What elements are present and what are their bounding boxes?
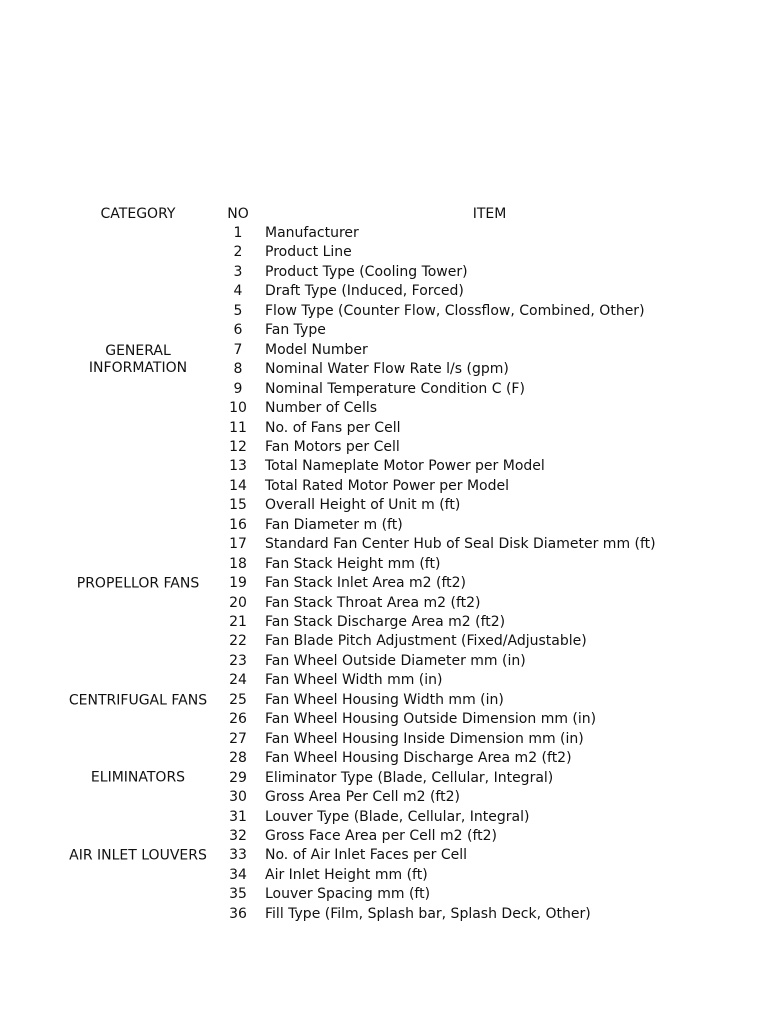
row-number: 22 bbox=[229, 633, 247, 650]
row-number: 1 bbox=[233, 225, 243, 241]
row-item: No. of Air Inlet Faces per Cell bbox=[265, 847, 468, 864]
row-item: Fan Motors per Cell bbox=[265, 438, 400, 455]
row-number: 21 bbox=[229, 614, 247, 630]
row-item: Fan Wheel Housing Width mm (in) bbox=[265, 691, 504, 708]
row-item: No. of Fans per Cell bbox=[265, 419, 401, 436]
row-item: Fan Wheel Width mm (in) bbox=[265, 672, 443, 689]
table-row bbox=[0, 477, 768, 496]
row-item: Gross Face Area per Cell m2 (ft2) bbox=[265, 827, 497, 844]
category-label: CENTRIFUGAL FANS bbox=[68, 692, 208, 709]
row-number: 30 bbox=[229, 789, 247, 806]
item-header: ITEM bbox=[472, 206, 507, 222]
row-number: 35 bbox=[229, 886, 247, 903]
category-label: PROPELLOR FANS bbox=[76, 575, 200, 592]
table-row bbox=[0, 671, 768, 690]
row-item: Fan Stack Inlet Area m2 (ft2) bbox=[265, 575, 466, 592]
table-row bbox=[0, 243, 768, 262]
row-number: 14 bbox=[229, 477, 247, 494]
row-item: Fan Stack Throat Area m2 (ft2) bbox=[265, 594, 481, 611]
row-item: Fan Blade Pitch Adjustment (Fixed/Adjustable) bbox=[265, 633, 587, 650]
table-row bbox=[0, 594, 768, 613]
row-number: 27 bbox=[229, 730, 247, 747]
table-row bbox=[0, 419, 768, 438]
row-number: 28 bbox=[229, 750, 247, 767]
table-row bbox=[0, 399, 768, 418]
row-item: Draft Type (Induced, Forced) bbox=[265, 283, 464, 300]
row-number: 4 bbox=[233, 283, 243, 300]
row-number: 32 bbox=[229, 827, 247, 844]
row-number: 2 bbox=[233, 244, 243, 261]
row-item: Nominal Water Flow Rate l/s (gpm) bbox=[265, 361, 509, 378]
row-item: Fan Wheel Housing Inside Dimension mm (in) bbox=[265, 730, 584, 747]
row-item: Fill Type (Film, Splash bar, Splash Deck, Other) bbox=[265, 905, 591, 922]
row-item: Louver Type (Blade, Cellular, Integral) bbox=[265, 808, 530, 825]
row-item: Fan Wheel Outside Diameter mm (in) bbox=[265, 652, 526, 669]
table-row bbox=[0, 321, 768, 340]
table-row bbox=[0, 516, 768, 535]
row-number: 24 bbox=[229, 672, 247, 689]
row-number: 16 bbox=[229, 516, 247, 533]
table-row bbox=[0, 535, 768, 554]
table-row bbox=[0, 652, 768, 671]
table-row bbox=[0, 224, 768, 243]
table-row bbox=[0, 282, 768, 301]
row-item: Gross Area Per Cell m2 (ft2) bbox=[265, 789, 460, 806]
table-row bbox=[0, 866, 768, 885]
row-number: 36 bbox=[229, 905, 247, 922]
table-row bbox=[0, 555, 768, 574]
row-item: Manufacturer bbox=[265, 225, 359, 241]
table-row bbox=[0, 380, 768, 399]
table-row bbox=[0, 302, 768, 321]
row-number: 23 bbox=[229, 652, 247, 669]
table-row bbox=[0, 457, 768, 476]
row-item: Total Rated Motor Power per Model bbox=[265, 477, 510, 494]
row-number: 5 bbox=[233, 302, 243, 319]
row-item: Number of Cells bbox=[265, 400, 378, 417]
row-item: Total Nameplate Motor Power per Model bbox=[265, 458, 545, 475]
row-item: Product Type (Cooling Tower) bbox=[265, 263, 468, 280]
row-item: Eliminator Type (Blade, Cellular, Integral) bbox=[265, 769, 554, 786]
table-row bbox=[0, 749, 768, 768]
row-item: Air Inlet Height mm (ft) bbox=[265, 866, 428, 883]
row-number: 18 bbox=[229, 555, 247, 572]
table-row bbox=[0, 496, 768, 515]
row-item: Fan Diameter m (ft) bbox=[265, 516, 403, 533]
row-item: Nominal Temperature Condition C (F) bbox=[265, 380, 525, 397]
row-number: 11 bbox=[229, 419, 247, 436]
row-number: 7 bbox=[233, 341, 243, 358]
category-label: GENERAL INFORMATION bbox=[88, 343, 188, 377]
table-row bbox=[0, 632, 768, 651]
row-number: 3 bbox=[233, 263, 243, 280]
table-row bbox=[0, 808, 768, 827]
table-row bbox=[0, 263, 768, 282]
row-number: 33 bbox=[229, 847, 247, 864]
table-row bbox=[0, 613, 768, 632]
number-header: NO bbox=[227, 206, 249, 222]
table-row bbox=[0, 438, 768, 457]
row-number: 12 bbox=[229, 438, 247, 455]
row-number: 15 bbox=[229, 497, 247, 514]
row-number: 34 bbox=[229, 866, 247, 883]
row-item: Fan Type bbox=[265, 322, 326, 339]
row-item: Standard Fan Center Hub of Seal Disk Diameter mm (ft) bbox=[265, 536, 656, 553]
row-item: Overall Height of Unit m (ft) bbox=[265, 497, 461, 514]
table-row bbox=[0, 730, 768, 749]
row-item: Flow Type (Counter Flow, Clossflow, Combined, Other) bbox=[265, 302, 645, 319]
table-row bbox=[0, 710, 768, 729]
row-number: 10 bbox=[229, 400, 247, 417]
row-number: 20 bbox=[229, 594, 247, 611]
row-number: 13 bbox=[229, 458, 247, 475]
row-item: Product Line bbox=[265, 244, 352, 261]
category-label: ELIMINATORS bbox=[90, 769, 186, 786]
table-row bbox=[0, 827, 768, 846]
row-number: 19 bbox=[229, 575, 247, 592]
row-number: 29 bbox=[229, 769, 247, 786]
table-row bbox=[0, 788, 768, 807]
row-number: 6 bbox=[233, 322, 243, 339]
row-number: 8 bbox=[233, 361, 243, 378]
row-number: 9 bbox=[233, 380, 243, 397]
row-item: Fan Stack Discharge Area m2 (ft2) bbox=[265, 614, 506, 630]
row-item: Fan Wheel Housing Discharge Area m2 (ft2) bbox=[265, 750, 572, 767]
row-item: Fan Stack Height mm (ft) bbox=[265, 555, 441, 572]
row-number: 17 bbox=[229, 536, 247, 553]
table-row bbox=[0, 885, 768, 904]
row-number: 31 bbox=[229, 808, 247, 825]
row-item: Model Number bbox=[265, 341, 368, 358]
category-header: CATEGORY bbox=[100, 206, 176, 222]
row-number: 25 bbox=[229, 691, 247, 708]
row-number: 26 bbox=[229, 711, 247, 728]
row-item: Louver Spacing mm (ft) bbox=[265, 886, 431, 903]
row-item: Fan Wheel Housing Outside Dimension mm (in) bbox=[265, 711, 597, 728]
table-row bbox=[0, 905, 768, 924]
category-label: AIR INLET LOUVERS bbox=[69, 847, 207, 864]
